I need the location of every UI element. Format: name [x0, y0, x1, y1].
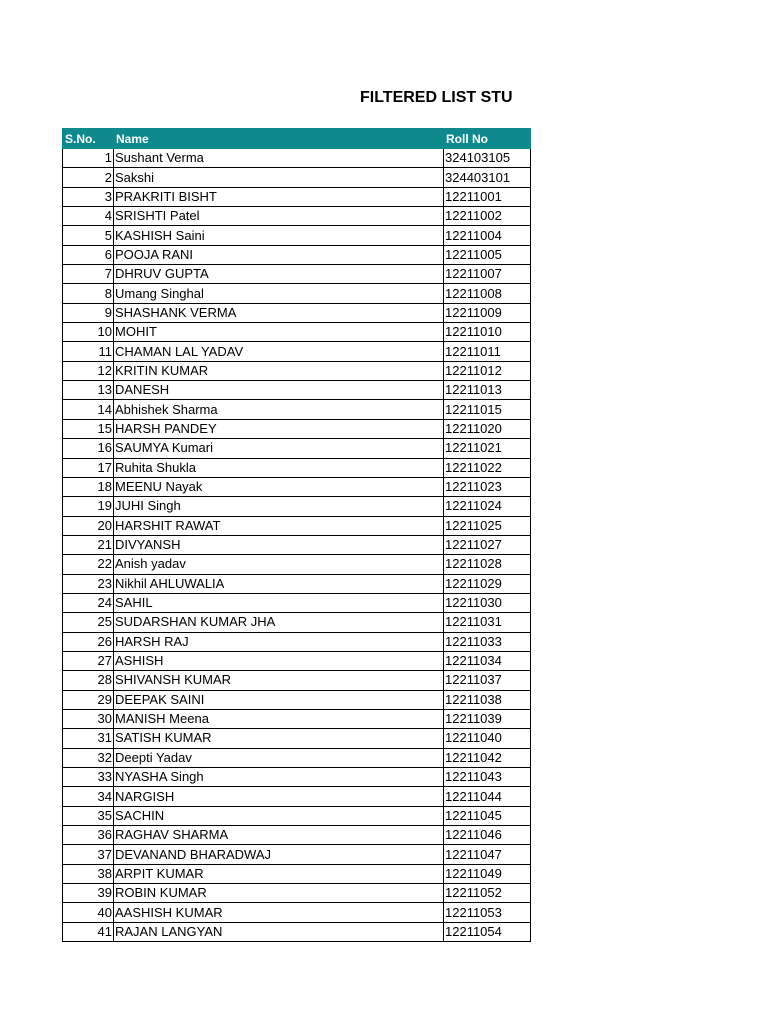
cell-name: SUDARSHAN KUMAR JHA [114, 613, 444, 632]
table-row [63, 690, 531, 709]
cell-name: DEEPAK SAINI [114, 690, 444, 709]
cell-name: ROBIN KUMAR [114, 884, 444, 903]
cell-name: NARGISH [114, 787, 444, 806]
table-row [63, 149, 531, 168]
cell-sno: 18 [63, 477, 114, 496]
header-sno: S.No. [63, 129, 114, 149]
cell-sno: 26 [63, 632, 114, 651]
cell-sno: 5 [63, 226, 114, 245]
cell-roll: 12211030 [444, 593, 531, 612]
cell-roll: 12211011 [444, 342, 531, 361]
cell-roll: 12211053 [444, 903, 531, 922]
cell-roll: 12211039 [444, 709, 531, 728]
cell-sno: 39 [63, 884, 114, 903]
cell-roll: 12211020 [444, 419, 531, 438]
table-row [63, 845, 531, 864]
cell-name: JUHI Singh [114, 497, 444, 516]
cell-roll: 12211001 [444, 187, 531, 206]
student-table [62, 128, 531, 942]
cell-roll: 12211034 [444, 651, 531, 670]
cell-sno: 38 [63, 864, 114, 883]
cell-name: DANESH [114, 381, 444, 400]
cell-name: KASHISH Saini [114, 226, 444, 245]
table-header [63, 129, 531, 149]
cell-roll: 12211046 [444, 826, 531, 845]
table-row [63, 342, 531, 361]
table-row [63, 709, 531, 728]
cell-name: SAHIL [114, 593, 444, 612]
header-row [63, 129, 531, 149]
cell-sno: 6 [63, 245, 114, 264]
table-row [63, 632, 531, 651]
cell-roll: 12211009 [444, 303, 531, 322]
cell-roll: 324403101 [444, 168, 531, 187]
cell-sno: 15 [63, 419, 114, 438]
cell-roll: 12211037 [444, 671, 531, 690]
table-row [63, 400, 531, 419]
cell-roll: 12211038 [444, 690, 531, 709]
table-row [63, 922, 531, 941]
cell-sno: 9 [63, 303, 114, 322]
table-row [63, 903, 531, 922]
header-name: Name [114, 129, 444, 149]
cell-name: CHAMAN LAL YADAV [114, 342, 444, 361]
table-row [63, 361, 531, 380]
table-row [63, 226, 531, 245]
cell-name: HARSH RAJ [114, 632, 444, 651]
cell-roll: 12211027 [444, 535, 531, 554]
cell-sno: 20 [63, 516, 114, 535]
table-row [63, 729, 531, 748]
cell-roll: 12211007 [444, 265, 531, 284]
table-row [63, 458, 531, 477]
table-row [63, 748, 531, 767]
cell-roll: 12211024 [444, 497, 531, 516]
cell-name: DEVANAND BHARADWAJ [114, 845, 444, 864]
cell-name: SAUMYA Kumari [114, 439, 444, 458]
cell-roll: 12211029 [444, 574, 531, 593]
cell-sno: 24 [63, 593, 114, 612]
cell-sno: 17 [63, 458, 114, 477]
table-row [63, 303, 531, 322]
cell-sno: 32 [63, 748, 114, 767]
cell-sno: 30 [63, 709, 114, 728]
cell-sno: 13 [63, 381, 114, 400]
table-row [63, 768, 531, 787]
table-row [63, 187, 531, 206]
cell-roll: 12211052 [444, 884, 531, 903]
cell-name: HARSHIT RAWAT [114, 516, 444, 535]
cell-roll: 12211004 [444, 226, 531, 245]
cell-roll: 12211054 [444, 922, 531, 941]
table-row [63, 323, 531, 342]
cell-sno: 2 [63, 168, 114, 187]
cell-name: RAGHAV SHARMA [114, 826, 444, 845]
cell-roll: 324103105 [444, 149, 531, 168]
cell-roll: 12211033 [444, 632, 531, 651]
cell-sno: 28 [63, 671, 114, 690]
cell-sno: 35 [63, 806, 114, 825]
cell-sno: 33 [63, 768, 114, 787]
cell-sno: 22 [63, 555, 114, 574]
table-row [63, 516, 531, 535]
cell-sno: 29 [63, 690, 114, 709]
cell-name: AASHISH KUMAR [114, 903, 444, 922]
table-row [63, 381, 531, 400]
cell-sno: 23 [63, 574, 114, 593]
cell-name: MOHIT [114, 323, 444, 342]
cell-sno: 16 [63, 439, 114, 458]
cell-name: RAJAN LANGYAN [114, 922, 444, 941]
table-row [63, 477, 531, 496]
cell-roll: 12211045 [444, 806, 531, 825]
cell-roll: 12211012 [444, 361, 531, 380]
cell-roll: 12211040 [444, 729, 531, 748]
cell-sno: 25 [63, 613, 114, 632]
table-row [63, 245, 531, 264]
cell-name: Ruhita Shukla [114, 458, 444, 477]
cell-sno: 41 [63, 922, 114, 941]
cell-roll: 12211044 [444, 787, 531, 806]
cell-roll: 12211021 [444, 439, 531, 458]
cell-name: Anish yadav [114, 555, 444, 574]
cell-name: SATISH KUMAR [114, 729, 444, 748]
table-row [63, 168, 531, 187]
table-row [63, 207, 531, 226]
cell-roll: 12211005 [444, 245, 531, 264]
page-title: FILTERED LIST STU [360, 89, 513, 106]
cell-name: SRISHTI Patel [114, 207, 444, 226]
cell-roll: 12211013 [444, 381, 531, 400]
cell-name: Sushant Verma [114, 149, 444, 168]
cell-roll: 12211028 [444, 555, 531, 574]
cell-name: NYASHA Singh [114, 768, 444, 787]
cell-sno: 8 [63, 284, 114, 303]
cell-sno: 3 [63, 187, 114, 206]
table-row [63, 613, 531, 632]
cell-sno: 11 [63, 342, 114, 361]
table-body [63, 149, 531, 942]
table-row [63, 574, 531, 593]
cell-sno: 19 [63, 497, 114, 516]
table-row [63, 787, 531, 806]
cell-sno: 10 [63, 323, 114, 342]
table-row [63, 535, 531, 554]
cell-sno: 4 [63, 207, 114, 226]
cell-sno: 12 [63, 361, 114, 380]
cell-sno: 14 [63, 400, 114, 419]
cell-roll: 12211023 [444, 477, 531, 496]
cell-name: Sakshi [114, 168, 444, 187]
cell-roll: 12211049 [444, 864, 531, 883]
cell-name: PRAKRITI BISHT [114, 187, 444, 206]
table-row [63, 593, 531, 612]
cell-sno: 21 [63, 535, 114, 554]
cell-roll: 12211031 [444, 613, 531, 632]
table-row [63, 864, 531, 883]
table-row [63, 806, 531, 825]
cell-name: Deepti Yadav [114, 748, 444, 767]
cell-roll: 12211047 [444, 845, 531, 864]
cell-roll: 12211022 [444, 458, 531, 477]
table-row [63, 497, 531, 516]
cell-name: DHRUV GUPTA [114, 265, 444, 284]
cell-name: SHASHANK VERMA [114, 303, 444, 322]
cell-roll: 12211025 [444, 516, 531, 535]
cell-name: Umang Singhal [114, 284, 444, 303]
cell-roll: 12211002 [444, 207, 531, 226]
cell-sno: 36 [63, 826, 114, 845]
cell-name: MEENU Nayak [114, 477, 444, 496]
table-row [63, 884, 531, 903]
cell-sno: 37 [63, 845, 114, 864]
table-row [63, 826, 531, 845]
cell-name: MANISH Meena [114, 709, 444, 728]
cell-name: ASHISH [114, 651, 444, 670]
cell-sno: 7 [63, 265, 114, 284]
cell-sno: 40 [63, 903, 114, 922]
table-row [63, 555, 531, 574]
header-roll: Roll No [444, 129, 531, 149]
cell-name: DIVYANSH [114, 535, 444, 554]
cell-roll: 12211015 [444, 400, 531, 419]
table-row [63, 651, 531, 670]
cell-name: POOJA RANI [114, 245, 444, 264]
cell-name: Abhishek Sharma [114, 400, 444, 419]
cell-sno: 1 [63, 149, 114, 168]
cell-name: KRITIN KUMAR [114, 361, 444, 380]
table-row [63, 671, 531, 690]
cell-name: Nikhil AHLUWALIA [114, 574, 444, 593]
cell-roll: 12211008 [444, 284, 531, 303]
table-row [63, 284, 531, 303]
cell-name: SHIVANSH KUMAR [114, 671, 444, 690]
cell-name: HARSH PANDEY [114, 419, 444, 438]
cell-sno: 34 [63, 787, 114, 806]
cell-sno: 27 [63, 651, 114, 670]
cell-roll: 12211043 [444, 768, 531, 787]
cell-sno: 31 [63, 729, 114, 748]
cell-name: SACHIN [114, 806, 444, 825]
cell-roll: 12211010 [444, 323, 531, 342]
table-row [63, 265, 531, 284]
table-row [63, 439, 531, 458]
table-row [63, 419, 531, 438]
cell-roll: 12211042 [444, 748, 531, 767]
cell-name: ARPIT KUMAR [114, 864, 444, 883]
